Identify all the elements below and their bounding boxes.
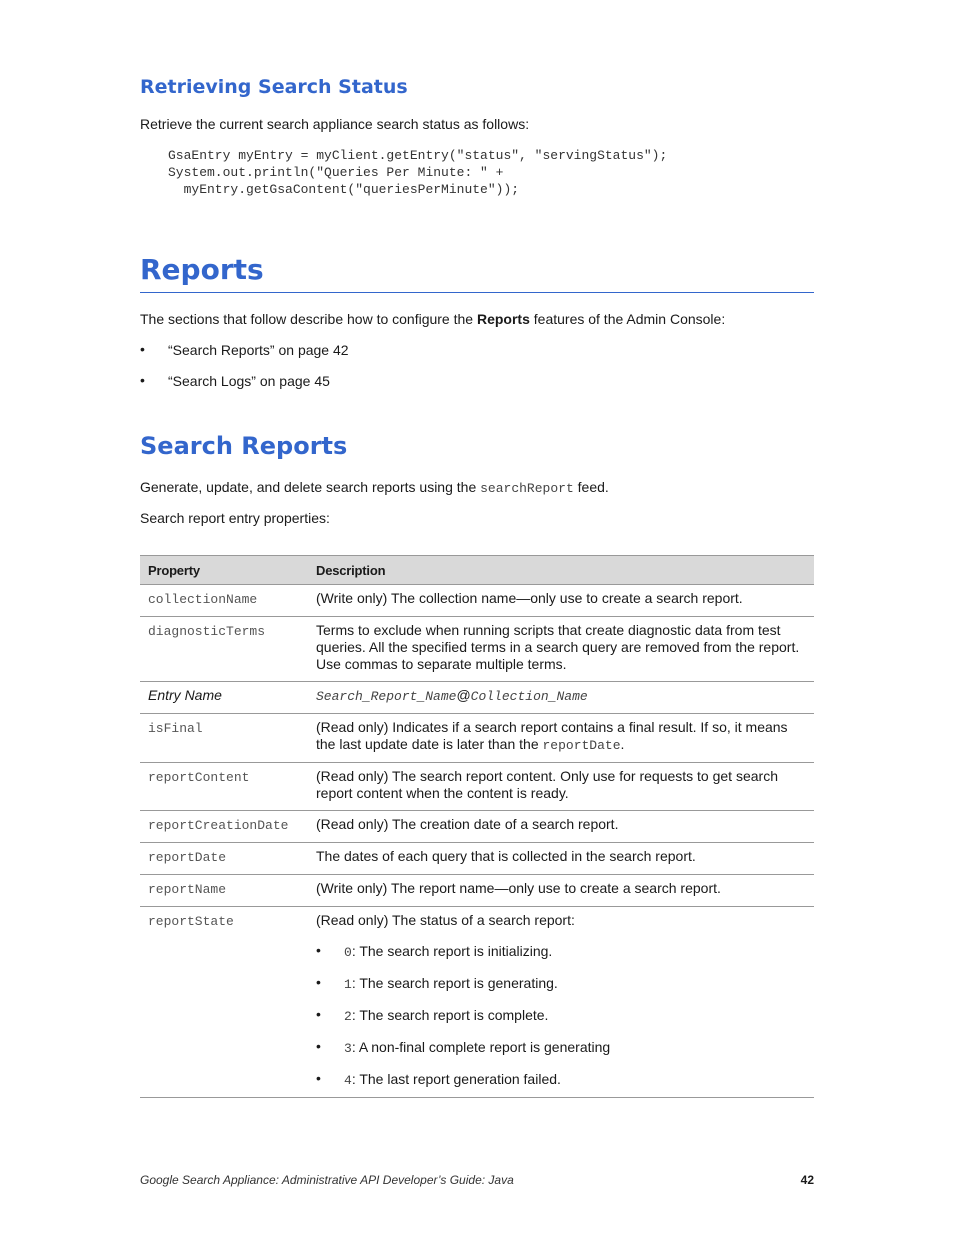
report-state-list bbox=[316, 943, 806, 1089]
retrieving-search-status-heading: Retrieving Search Status bbox=[140, 76, 408, 98]
bullet-icon: • bbox=[316, 974, 321, 990]
property-description: The dates of each query that is collected in the search report. bbox=[308, 843, 814, 875]
reports-intro bbox=[140, 311, 725, 328]
property-name: reportDate bbox=[148, 850, 227, 865]
property-name: reportName bbox=[148, 882, 227, 897]
bullet-icon: • bbox=[140, 372, 145, 388]
property-name: reportContent bbox=[148, 770, 250, 785]
property-name: diagnosticTerms bbox=[148, 624, 266, 639]
property-name: collectionName bbox=[148, 592, 258, 607]
table-row bbox=[140, 682, 814, 714]
code-line: GsaEntry myEntry = myClient.getEntry("status", "servingStatus"); bbox=[168, 148, 668, 163]
property-description bbox=[308, 682, 814, 714]
list-item bbox=[316, 1039, 806, 1057]
properties-label: Search report entry properties: bbox=[140, 510, 330, 526]
state-code: 1 bbox=[344, 977, 352, 992]
description-code: reportDate bbox=[542, 738, 621, 753]
state-text: : A non-final complete report is generating bbox=[351, 1039, 611, 1055]
search-reports-intro-text: Generate, update, and delete search reports using the bbox=[140, 479, 481, 495]
list-item bbox=[316, 943, 806, 961]
list-item bbox=[316, 1007, 806, 1025]
table-row bbox=[140, 585, 814, 617]
entry-name-separator: @ bbox=[456, 687, 471, 703]
table-row bbox=[140, 843, 814, 875]
code-line: System.out.println("Queries Per Minute: " + bbox=[168, 165, 504, 180]
state-text: : The search report is complete. bbox=[351, 1007, 549, 1023]
table-row bbox=[140, 907, 814, 1098]
search-reports-link[interactable]: “Search Reports” on page 42 bbox=[168, 342, 349, 358]
property-name: reportCreationDate bbox=[148, 818, 289, 833]
table-row bbox=[140, 763, 814, 811]
state-code: 4 bbox=[344, 1073, 352, 1088]
status-code-block bbox=[168, 147, 667, 198]
table-header-row bbox=[140, 556, 814, 585]
bullet-icon: • bbox=[316, 1038, 321, 1054]
reports-intro-text: The sections that follow describe how to configure the bbox=[140, 311, 477, 327]
bullet-icon: • bbox=[316, 1070, 321, 1086]
search-reports-intro-end: feed. bbox=[573, 479, 609, 495]
state-code: 0 bbox=[344, 945, 352, 960]
state-code: 3 bbox=[344, 1041, 352, 1056]
reports-heading: Reports bbox=[140, 252, 814, 293]
column-header-property: Property bbox=[140, 556, 308, 585]
search-reports-intro bbox=[140, 479, 609, 497]
description-text: (Read only) Indicates if a search report contains a final result. If so, it means the last update date is later than the bbox=[316, 719, 788, 752]
state-code: 2 bbox=[344, 1009, 352, 1024]
search-reports-heading: Search Reports bbox=[140, 432, 348, 460]
table-row bbox=[140, 811, 814, 843]
property-description: Terms to exclude when running scripts that create diagnostic data from test queries. All the specified terms in a search query are removed from the report. Use commas to separate multiple terms. bbox=[308, 617, 814, 682]
search-report-code: searchReport bbox=[480, 481, 574, 496]
page-number: 42 bbox=[800, 1173, 814, 1187]
property-name: isFinal bbox=[148, 721, 203, 736]
property-description: (Write only) The report name—only use to create a search report. bbox=[308, 875, 814, 907]
entry-name-part: Search_Report_Name bbox=[316, 689, 457, 704]
state-text: : The last report generation failed. bbox=[351, 1071, 561, 1087]
page-footer bbox=[140, 1173, 814, 1187]
property-description bbox=[308, 714, 814, 763]
bullet-icon: • bbox=[316, 1006, 321, 1022]
reports-intro-text-end: features of the Admin Console: bbox=[529, 311, 726, 327]
table-row bbox=[140, 617, 814, 682]
property-name: Entry Name bbox=[148, 687, 222, 703]
table-row bbox=[140, 875, 814, 907]
description-text: (Read only) The status of a search report: bbox=[316, 912, 575, 928]
property-description bbox=[308, 907, 814, 1098]
properties-table bbox=[140, 555, 814, 1098]
property-description: (Read only) The search report content. Only use for requests to get search report content when the content is ready. bbox=[308, 763, 814, 811]
entry-name-part: Collection_Name bbox=[470, 689, 588, 704]
property-name: reportState bbox=[148, 914, 234, 929]
bullet-icon: • bbox=[140, 341, 145, 357]
state-text: : The search report is initializing. bbox=[351, 943, 553, 959]
reports-intro-bold: Reports bbox=[476, 311, 530, 327]
list-item bbox=[316, 1071, 806, 1089]
code-line: myEntry.getGsaContent("queriesPerMinute")); bbox=[168, 182, 520, 197]
footer-title: Google Search Appliance: Administrative API Developer’s Guide: Java bbox=[140, 1173, 514, 1187]
property-description: (Write only) The collection name—only use to create a search report. bbox=[308, 585, 814, 617]
bullet-icon: • bbox=[316, 942, 321, 958]
state-text: : The search report is generating. bbox=[351, 975, 558, 991]
column-header-description: Description bbox=[308, 556, 814, 585]
retrieve-status-intro: Retrieve the current search appliance search status as follows: bbox=[140, 116, 530, 132]
description-end: . bbox=[620, 736, 625, 752]
property-description: (Read only) The creation date of a search report. bbox=[308, 811, 814, 843]
table-row bbox=[140, 714, 814, 763]
list-item bbox=[316, 975, 806, 993]
search-logs-link[interactable]: “Search Logs” on page 45 bbox=[168, 373, 330, 389]
